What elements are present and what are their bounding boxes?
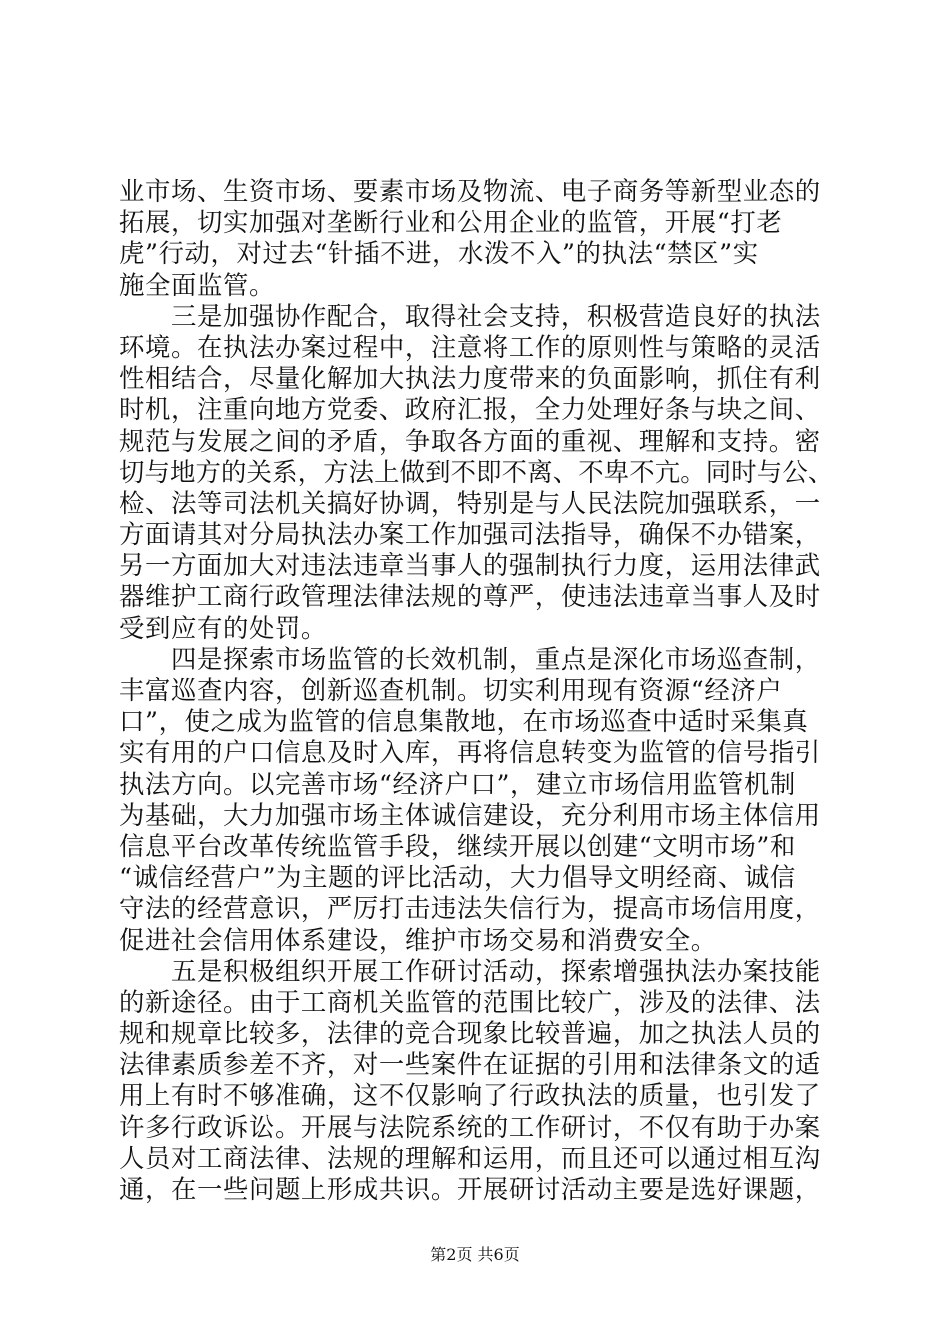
text-line: 施全面监管。 <box>119 269 275 300</box>
text-line: 五是积极组织开展工作研讨活动，探索增强执法办案技能 <box>119 955 821 986</box>
page-footer: 第2页 共6页 <box>430 1245 520 1264</box>
text-line: 方面请其对分局执法办案工作加强司法指导，确保不办错案， <box>119 519 821 550</box>
text-line: 执法方向。以完善市场“经济户口”，建立市场信用监管机制 <box>119 768 796 799</box>
text-line: 器维护工商行政管理法律法规的尊严，使违法违章当事人及时 <box>119 581 821 612</box>
text-line: 法律素质参差不齐，对一些案件在证据的引用和法律条文的适 <box>119 1049 821 1080</box>
text-line: 性相结合，尽量化解加大执法力度带来的负面影响，抓住有利 <box>119 363 821 394</box>
text-line: 的新途径。由于工商机关监管的范围比较广，涉及的法律、法 <box>119 986 821 1017</box>
body-text <box>119 176 835 1205</box>
text-line: 促进社会信用体系建设，维护市场交易和消费安全。 <box>119 924 717 955</box>
text-line: 四是探索市场监管的长效机制，重点是深化市场巡查制， <box>119 643 821 674</box>
text-line: 三是加强协作配合，取得社会支持，积极营造良好的执法 <box>119 300 821 331</box>
text-line: 业市场、生资市场、要素市场及物流、电子商务等新型业态的 <box>119 176 821 206</box>
text-line: 为基础，大力加强市场主体诚信建设，充分利用市场主体信用 <box>119 799 821 830</box>
text-line: 人员对工商法律、法规的理解和运用，而且还可以通过相互沟 <box>119 1142 821 1173</box>
text-line: 丰富巡查内容，创新巡查机制。切实利用现有资源“经济户 <box>119 675 783 705</box>
text-line: 切与地方的关系，方法上做到不即不离、不卑不亢。同时与公、 <box>119 456 834 487</box>
text-line: 通，在一些问题上形成共识。开展研讨活动主要是选好课题， <box>119 1174 821 1204</box>
text-line: 规和规章比较多，法律的竞合现象比较普遍，加之执法人员的 <box>119 1018 821 1049</box>
text-line: 口”，使之成为监管的信息集散地，在市场巡查中适时采集真 <box>119 706 809 737</box>
text-line: 信息平台改革传统监管手段，继续开展以创建“文明市场”和 <box>119 830 796 861</box>
text-line: 另一方面加大对违法违章当事人的强制执行力度，运用法律武 <box>119 550 821 581</box>
text-line: 环境。在执法办案过程中，注意将工作的原则性与策略的灵活 <box>119 331 821 362</box>
text-line: 实有用的户口信息及时入库，再将信息转变为监管的信号指引 <box>119 737 821 768</box>
text-line: 守法的经营意识，严厉打击违法失信行为，提高市场信用度， <box>119 893 821 924</box>
text-line: 检、法等司法机关搞好协调，特别是与人民法院加强联系，一 <box>119 487 821 518</box>
text-line: 拓展，切实加强对垄断行业和公用企业的监管，开展“打老 <box>119 207 783 238</box>
text-line: 时机，注重向地方党委、政府汇报，全力处理好条与块之间、 <box>119 394 821 425</box>
text-line: 用上有时不够准确，这不仅影响了行政执法的质量，也引发了 <box>119 1080 821 1111</box>
text-line: 虎”行动，对过去“针插不进，水泼不入”的执法“禁区”实 <box>119 238 759 269</box>
text-line: “诚信经营户”为主题的评比活动，大力倡导文明经商、诚信 <box>119 862 796 893</box>
text-line: 许多行政诉讼。开展与法院系统的工作研讨，不仅有助于办案 <box>119 1111 821 1142</box>
text-line: 规范与发展之间的矛盾，争取各方面的重视、理解和支持。密 <box>119 425 821 456</box>
text-line: 受到应有的处罚。 <box>119 612 327 643</box>
